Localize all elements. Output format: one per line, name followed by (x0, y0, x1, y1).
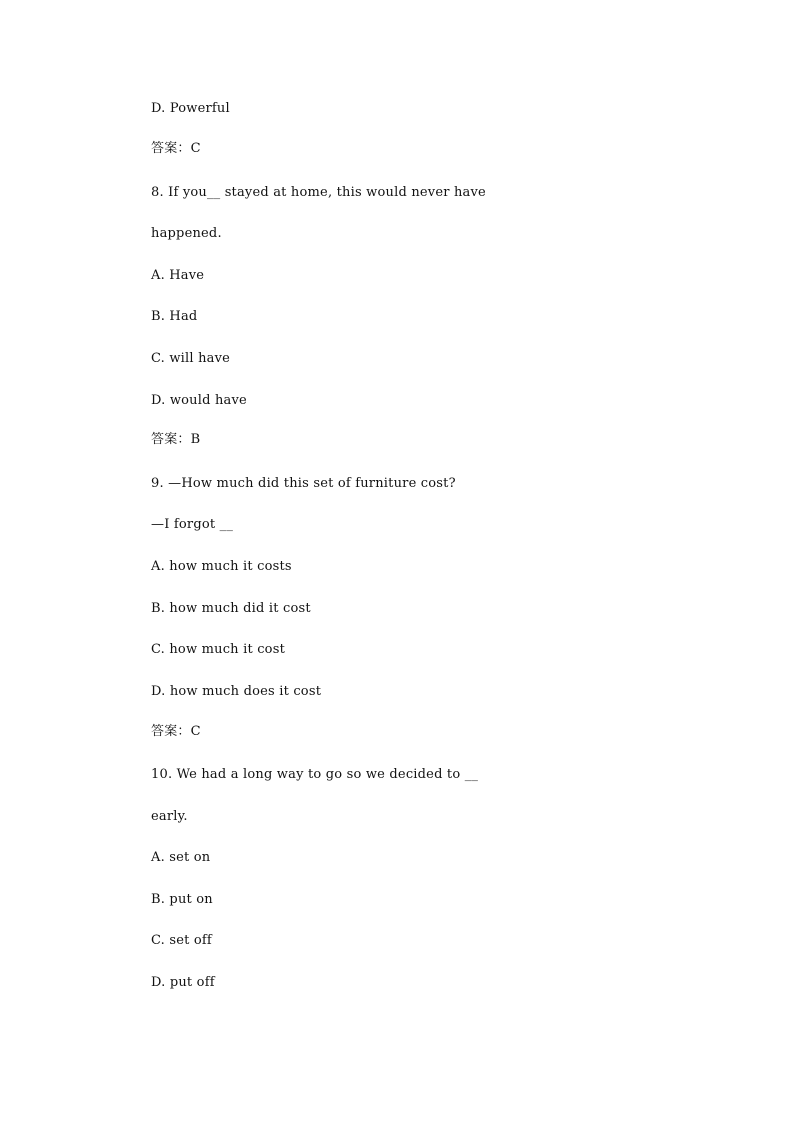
q8-answer: 答案：B (151, 432, 201, 447)
q8-option-d: D. would have (151, 393, 247, 408)
q7-option-d: D. Powerful (151, 101, 230, 116)
q10-option-b: B. put on (151, 892, 213, 907)
q10-option-a: A. set on (151, 850, 211, 865)
q9-option-d: D. how much does it cost (151, 684, 322, 699)
q10-stem-line-2: early. (151, 809, 188, 824)
q9-answer: 答案：C (151, 724, 201, 739)
q10-stem-line-1: 10. We had a long way to go so we decided to __ (151, 767, 479, 782)
q9-option-c: C. how much it cost (151, 642, 286, 657)
q8-option-a: A. Have (151, 268, 205, 283)
q8-option-b: B. Had (151, 309, 198, 324)
q7-answer: 答案：C (151, 141, 201, 156)
q9-option-b: B. how much did it cost (151, 601, 311, 616)
q9-stem-line-1: 9. —How much did this set of furniture cost? (151, 476, 456, 491)
q8-stem-line-1: 8. If you__ stayed at home, this would never have (151, 185, 486, 200)
q9-stem-line-2: —I forgot __ (151, 517, 234, 532)
q8-stem-line-2: happened. (151, 226, 222, 241)
q10-option-d: D. put off (151, 975, 215, 990)
q8-option-c: C. will have (151, 351, 231, 366)
q9-option-a: A. how much it costs (151, 559, 292, 574)
q10-option-c: C. set off (151, 933, 212, 948)
